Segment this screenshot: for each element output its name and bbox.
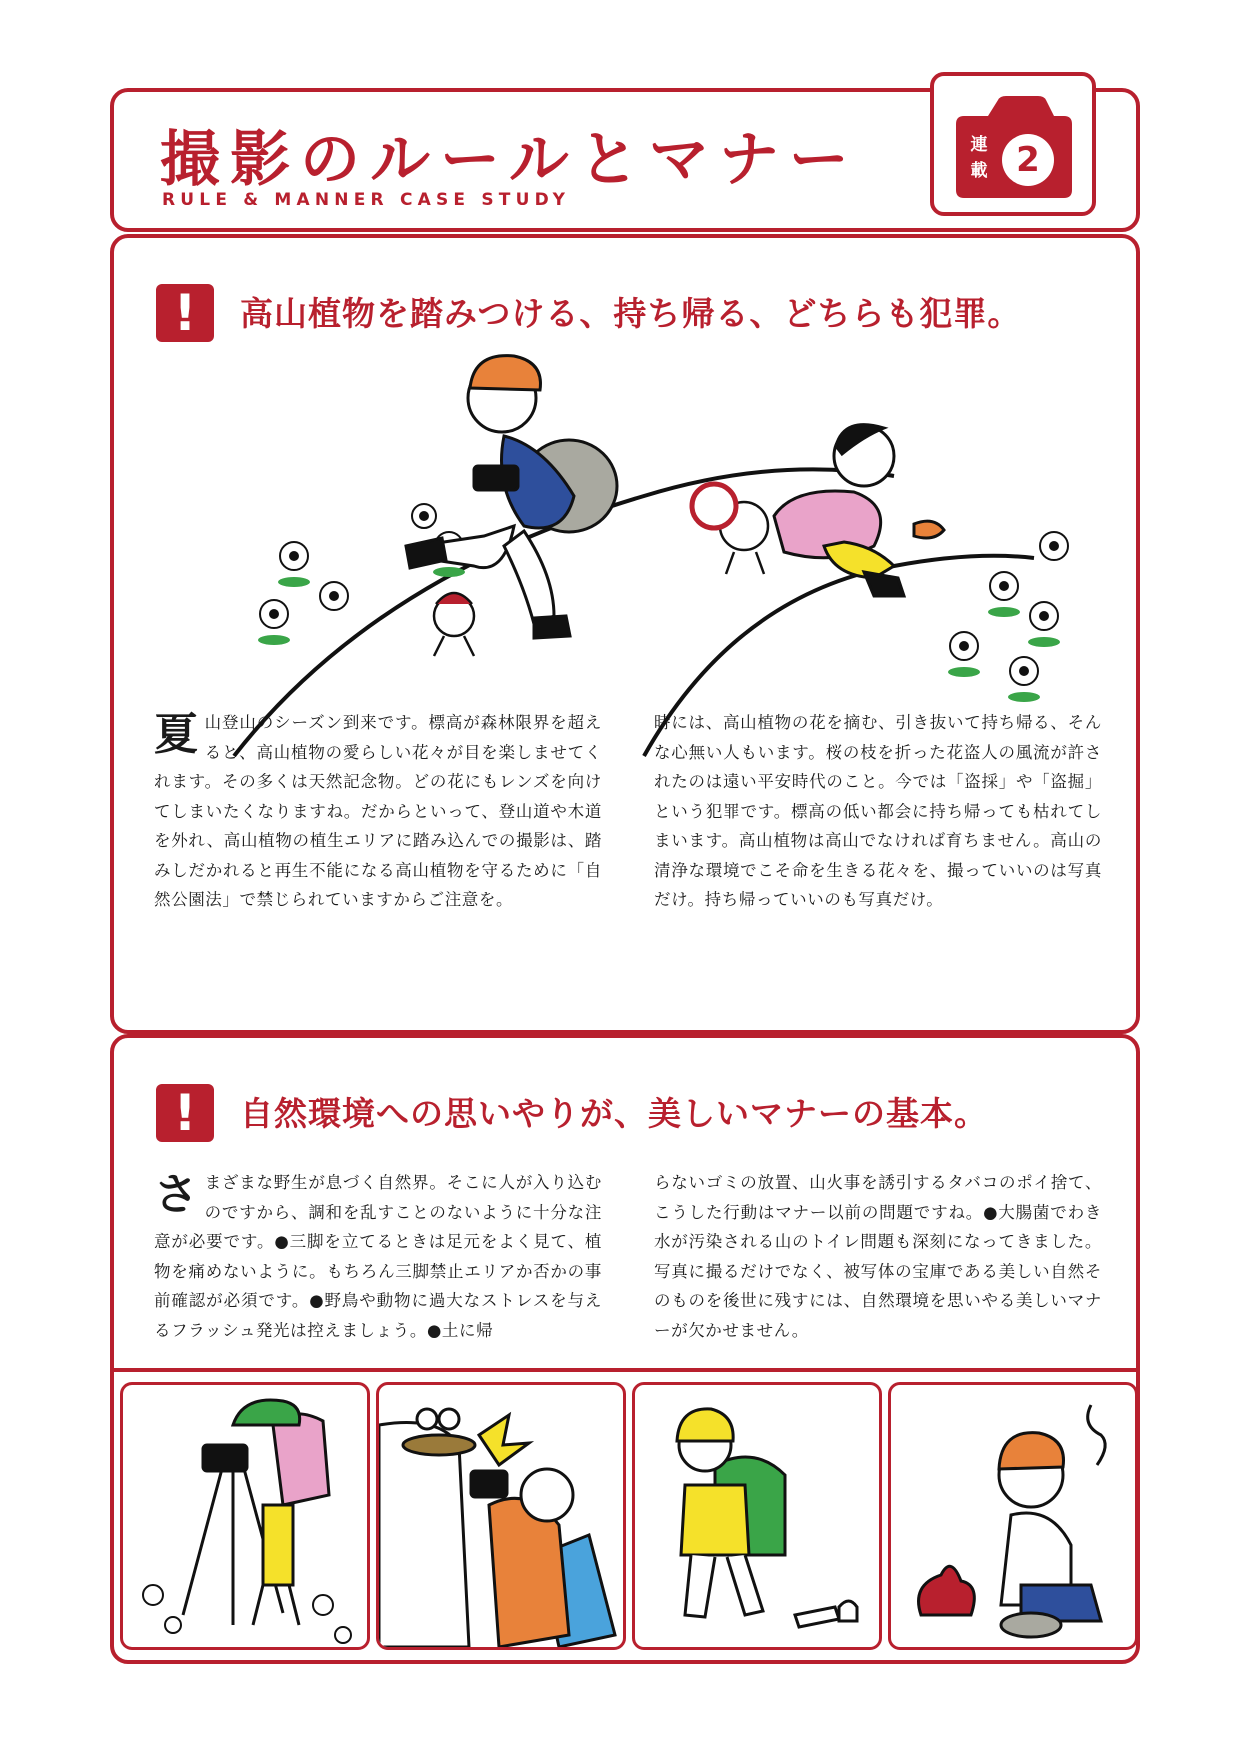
series-badge xyxy=(930,72,1096,216)
section-plants xyxy=(110,234,1140,1034)
section-environment xyxy=(110,1034,1140,1664)
panel-tripod xyxy=(120,1382,370,1650)
drop-cap: さ xyxy=(154,1169,199,1220)
column-left xyxy=(154,1168,602,1345)
section-heading: 高山植物を踏みつける、持ち帰る、どちらも犯罪。 xyxy=(240,294,1022,333)
body-text: 山登山のシーズン到来です。標高が森林限界を超えると、高山植物の愛らしい花々が目を楽しませてくれます。その多くは天然記念物。どの花にもレンズを向けてしまいたくなりますね。だからといって、登山道や木道を外れ、高山植物の植生エリアに踏み込んでの撮影は、踏みしだかれると再生不能になる高山植物を守るために「自然公園法」で禁じられていますからご注意を。 xyxy=(154,713,602,909)
drop-cap: 夏 xyxy=(154,709,199,760)
panel-littering xyxy=(632,1382,882,1650)
flash-bird-nest-illustration xyxy=(379,1385,623,1647)
column-left xyxy=(154,708,602,915)
panel-flash xyxy=(376,1382,626,1650)
exclamation-icon: ! xyxy=(156,284,214,342)
page-title: 撮影のルールとマナー xyxy=(160,125,859,195)
body-text: らないゴミの放置、山火事を誘引するタバコのポイ捨て、こうした行動はマナー以前の問題ですね。●大腸菌でわき水が汚染される山のトイレ問題も深刻になってきました。写真に撮るだけでなく、被写体の宝庫である美しい自然そのものを後世に残すには、自然環境を思いやる美しいマナーが欠かせません。 xyxy=(654,1173,1102,1340)
exclamation-icon: ! xyxy=(156,1084,214,1142)
body-text: まざまな野生が息づく自然界。そこに人が入り込むのですから、調和を乱すことのないように十分な注意が必要です。●三脚を立てるときは足元をよく見て、植物を痛めないように。もちろん三脚禁止エリアか否かの事前確認が必須です。●野鳥や動物に過大なストレスを与えるフラッシュ発光は控えましょう。●土に帰 xyxy=(154,1173,602,1340)
panel-cigarette xyxy=(888,1382,1138,1650)
cigarette-fire-illustration xyxy=(891,1385,1135,1647)
series-number: 2 xyxy=(1002,134,1054,186)
littering-hiker-illustration xyxy=(635,1385,879,1647)
page-subtitle: RULE & MANNER CASE STUDY xyxy=(162,190,571,210)
hikers-trampling-flowers-illustration xyxy=(174,346,1094,766)
column-right xyxy=(654,708,1102,915)
column-right xyxy=(654,1168,1102,1345)
tripod-photographer-illustration xyxy=(123,1385,367,1647)
illustration-panels xyxy=(114,1368,1136,1660)
section-heading: 自然環境への思いやりが、美しいマナーの基本。 xyxy=(240,1094,988,1133)
body-text: 時には、高山植物の花を摘む、引き抜いて持ち帰る、そんな心無い人もいます。桜の枝を折った花盗人の風流が許されたのは遠い平安時代のこと。今では「盗採」や「盗掘」という犯罪です。標高の低い都会に持ち帰っても枯れてしまいます。高山植物は高山でなければ育ちません。高山の清浄な環境でこそ命を生きる花々を、撮っていいのは写真だけ。持ち帰っていいのも写真だけ。 xyxy=(654,713,1102,909)
series-label: 連載 xyxy=(970,135,988,181)
